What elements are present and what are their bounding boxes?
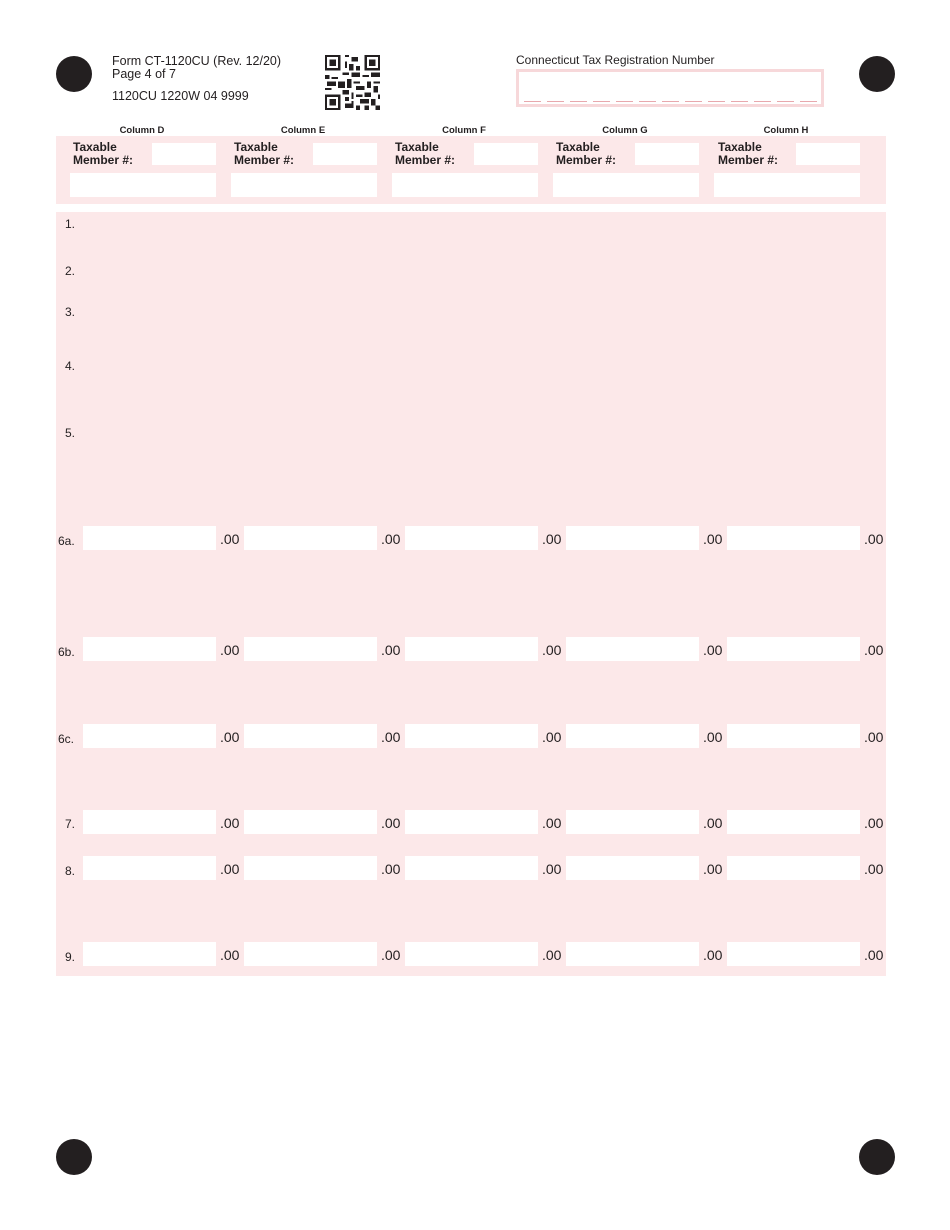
amount-input-line-6b-column-e[interactable] xyxy=(244,637,377,661)
member-number-input-d[interactable] xyxy=(152,143,216,165)
cents-label: .00 xyxy=(220,531,240,547)
cents-label: .00 xyxy=(703,947,723,963)
line-number-6b: 6b. xyxy=(58,645,75,659)
column-f-heading: Column F xyxy=(442,125,486,136)
amount-input-line-7-column-e[interactable] xyxy=(244,810,377,834)
cents-label: .00 xyxy=(220,815,240,831)
amount-input-line-6c-column-h[interactable] xyxy=(727,724,860,748)
amount-input-line-9-column-f[interactable] xyxy=(405,942,538,966)
member-number-input-e[interactable] xyxy=(313,143,377,165)
cents-label: .00 xyxy=(542,531,562,547)
cents-label: .00 xyxy=(220,729,240,745)
line-number-2: 2. xyxy=(65,264,76,278)
amount-input-line-6a-column-d[interactable] xyxy=(83,526,216,550)
cents-label: .00 xyxy=(381,815,401,831)
line-number-5: 5. xyxy=(65,426,76,440)
amount-input-line-6a-column-f[interactable] xyxy=(405,526,538,550)
form-code: 1120CU 1220W 04 9999 xyxy=(112,89,249,103)
member-number-input-f[interactable] xyxy=(474,143,538,165)
member-label-f: Taxable Member #: xyxy=(395,140,456,167)
member-name-input-e[interactable] xyxy=(231,173,377,197)
registration-number-field[interactable] xyxy=(516,69,824,107)
corner-dot-top-left xyxy=(56,56,92,92)
cents-label: .00 xyxy=(542,947,562,963)
amount-input-line-7-column-d[interactable] xyxy=(83,810,216,834)
line-number-6c: 6c. xyxy=(58,732,75,746)
amount-input-line-7-column-h[interactable] xyxy=(727,810,860,834)
cents-label: .00 xyxy=(864,947,884,963)
amount-input-line-8-column-d[interactable] xyxy=(83,856,216,880)
line-number-9: 9. xyxy=(65,950,76,964)
amount-input-line-6a-column-g[interactable] xyxy=(566,526,699,550)
corner-dot-bottom-left xyxy=(56,1139,92,1175)
column-g-heading: Column G xyxy=(602,125,648,136)
member-name-input-d[interactable] xyxy=(70,173,216,197)
line-number-1: 1. xyxy=(65,217,76,231)
cents-label: .00 xyxy=(381,531,401,547)
amount-input-line-9-column-d[interactable] xyxy=(83,942,216,966)
amount-input-line-9-column-h[interactable] xyxy=(727,942,860,966)
amount-input-line-6a-column-e[interactable] xyxy=(244,526,377,550)
amount-input-line-8-column-e[interactable] xyxy=(244,856,377,880)
qr-code-icon xyxy=(325,55,380,110)
member-number-input-h[interactable] xyxy=(796,143,860,165)
amount-input-line-8-column-h[interactable] xyxy=(727,856,860,880)
member-number-input-g[interactable] xyxy=(635,143,699,165)
cents-label: .00 xyxy=(381,642,401,658)
member-name-input-f[interactable] xyxy=(392,173,538,197)
page-number: Page 4 of 7 xyxy=(112,67,176,81)
amount-input-line-8-column-f[interactable] xyxy=(405,856,538,880)
cents-label: .00 xyxy=(381,729,401,745)
cents-label: .00 xyxy=(864,531,884,547)
column-d-heading: Column D xyxy=(119,125,165,136)
line-number-7: 7. xyxy=(65,817,76,831)
cents-label: .00 xyxy=(864,642,884,658)
cents-label: .00 xyxy=(381,861,401,877)
amount-input-line-6c-column-d[interactable] xyxy=(83,724,216,748)
corner-dot-bottom-right xyxy=(859,1139,895,1175)
cents-label: .00 xyxy=(864,861,884,877)
column-e-heading: Column E xyxy=(280,125,326,136)
amount-input-line-6a-column-h[interactable] xyxy=(727,526,860,550)
member-label-g: Taxable Member #: xyxy=(556,140,617,167)
column-h-heading: Column H xyxy=(763,125,809,136)
line-number-8: 8. xyxy=(65,864,76,878)
member-label-h: Taxable Member #: xyxy=(718,140,779,167)
cents-label: .00 xyxy=(703,861,723,877)
amount-input-line-6c-column-g[interactable] xyxy=(566,724,699,748)
cents-label: .00 xyxy=(703,531,723,547)
cents-label: .00 xyxy=(542,642,562,658)
amount-input-line-8-column-g[interactable] xyxy=(566,856,699,880)
corner-dot-top-right xyxy=(859,56,895,92)
amount-input-line-6b-column-h[interactable] xyxy=(727,637,860,661)
member-label-e: Taxable Member #: xyxy=(234,140,295,167)
member-name-input-h[interactable] xyxy=(714,173,860,197)
form-title: Form CT-1120CU (Rev. 12/20) xyxy=(112,54,282,68)
amount-input-line-9-column-e[interactable] xyxy=(244,942,377,966)
registration-label: Connecticut Tax Registration Number xyxy=(516,53,715,67)
amount-input-line-6c-column-f[interactable] xyxy=(405,724,538,748)
amount-input-line-9-column-g[interactable] xyxy=(566,942,699,966)
cents-label: .00 xyxy=(703,642,723,658)
cents-label: .00 xyxy=(542,815,562,831)
amount-input-line-7-column-g[interactable] xyxy=(566,810,699,834)
cents-label: .00 xyxy=(381,947,401,963)
line-number-6a: 6a. xyxy=(58,534,75,548)
line-number-4: 4. xyxy=(65,359,76,373)
cents-label: .00 xyxy=(220,642,240,658)
amount-input-line-7-column-f[interactable] xyxy=(405,810,538,834)
amount-input-line-6b-column-d[interactable] xyxy=(83,637,216,661)
amount-input-line-6c-column-e[interactable] xyxy=(244,724,377,748)
cents-label: .00 xyxy=(220,861,240,877)
cents-label: .00 xyxy=(542,861,562,877)
cents-label: .00 xyxy=(864,729,884,745)
amount-input-line-6b-column-g[interactable] xyxy=(566,637,699,661)
cents-label: .00 xyxy=(220,947,240,963)
cents-label: .00 xyxy=(703,729,723,745)
cents-label: .00 xyxy=(703,815,723,831)
member-name-input-g[interactable] xyxy=(553,173,699,197)
amount-input-line-6b-column-f[interactable] xyxy=(405,637,538,661)
cents-label: .00 xyxy=(864,815,884,831)
cents-label: .00 xyxy=(542,729,562,745)
member-label-d: Taxable Member #: xyxy=(73,140,134,167)
line-number-3: 3. xyxy=(65,305,76,319)
